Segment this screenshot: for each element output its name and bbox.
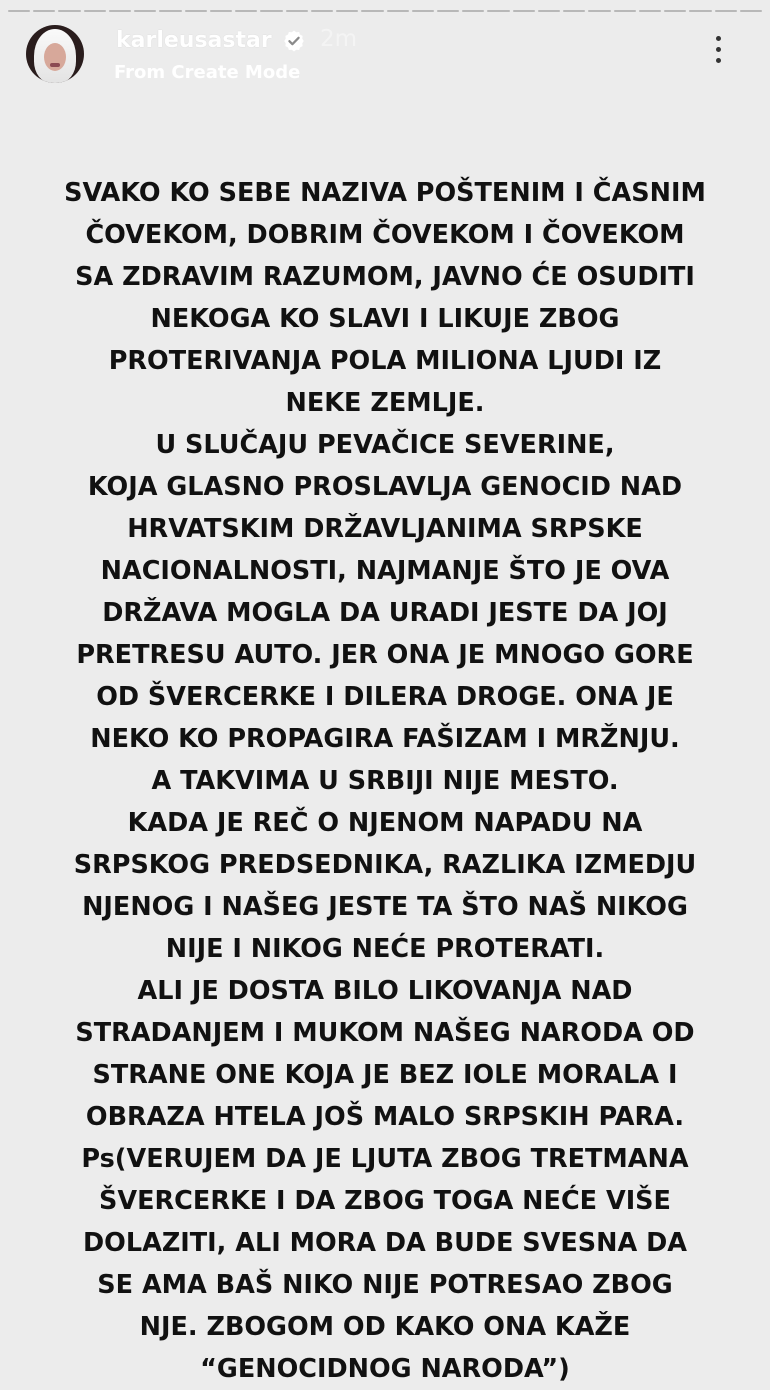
story-text-line: SVAKO KO SEBE NAZIVA POŠTENIM I ČASNIM — [64, 178, 706, 208]
progress-segment — [185, 10, 207, 12]
story-text-line: A TAKVIMA U SRBIJI NIJE MESTO. — [151, 766, 619, 796]
progress-segment — [715, 10, 737, 12]
story-text-line: KOJA GLASNO PROSLAVLJA GENOCID NAD — [87, 472, 683, 502]
story-text-line: “GENOCIDNOG NARODA”) — [200, 1354, 570, 1384]
progress-segment — [614, 10, 636, 12]
progress-segment — [260, 10, 282, 12]
progress-segment — [588, 10, 610, 12]
story-text-line: DOLAZITI, ALI MORA DA BUDE SVESNA DA — [82, 1228, 688, 1258]
progress-segment — [487, 10, 509, 12]
progress-segment — [58, 10, 80, 12]
story-text-line: ŠVERCERKE I DA ZBOG TOGA NEĆE VIŠE — [99, 1186, 671, 1216]
progress-segment — [412, 10, 434, 12]
story-text-line: Ps(VERUJEM DA JE LJUTA ZBOG TRETMANA — [81, 1144, 689, 1174]
story-text-line: U SLUČAJU PEVAČICE SEVERINE, — [155, 430, 615, 460]
story-text-line: STRADANJEM I MUKOM NAŠEG NARODA OD — [75, 1018, 695, 1048]
story-text-line: NJENOG I NAŠEG JESTE TA ŠTO NAŠ NIKOG — [82, 892, 688, 922]
progress-segment — [689, 10, 711, 12]
story-text-line: STRANE ONE KOJA JE BEZ IOLE MORALA I — [92, 1060, 678, 1090]
avatar-lips — [50, 63, 60, 67]
progress-segment — [311, 10, 333, 12]
story-text-line: SRPSKOG PREDSEDNIKA, RAZLIKA IZMEDJU — [73, 850, 697, 880]
progress-segment — [286, 10, 308, 12]
story-header — [24, 22, 746, 90]
story-text-line: HRVATSKIM DRŽAVLJANIMA SRPSKE — [127, 514, 643, 544]
avatar[interactable] — [26, 25, 84, 83]
progress-segment — [361, 10, 383, 12]
progress-segment — [134, 10, 156, 12]
story-text-line: NACIONALNOSTI, NAJMANJE ŠTO JE OVA — [100, 556, 670, 586]
more-options-button[interactable] — [708, 36, 728, 72]
progress-segment — [84, 10, 106, 12]
username-link[interactable]: karleusastar — [116, 28, 272, 53]
progress-segment — [235, 10, 257, 12]
verified-badge-icon — [282, 29, 306, 53]
story-subtitle: From Create Mode — [114, 62, 301, 83]
progress-segment — [513, 10, 535, 12]
story-text-line: ČOVEKOM, DOBRIM ČOVEKOM I ČOVEKOM — [85, 220, 685, 250]
progress-segment — [639, 10, 661, 12]
story-text-line: PROTERIVANJA POLA MILIONA LJUDI IZ — [108, 346, 662, 376]
story-text-line: NEKOGA KO SLAVI I LIKUJE ZBOG — [150, 304, 620, 334]
story-text-line: SA ZDRAVIM RAZUMOM, JAVNO ĆE OSUDITI — [75, 262, 695, 292]
more-vertical-icon — [716, 47, 721, 52]
more-vertical-icon — [716, 58, 721, 63]
progress-segment — [33, 10, 55, 12]
progress-segment — [740, 10, 762, 12]
story-text-line: SE AMA BAŠ NIKO NIJE POTRESAO ZBOG — [97, 1270, 673, 1300]
story-text-line: NJE. ZBOGOM OD KAKO ONA KAŽE — [139, 1312, 631, 1342]
progress-segment — [563, 10, 585, 12]
story-text-line: NEKO KO PROPAGIRA FAŠIZAM I MRŽNJU. — [90, 724, 680, 754]
progress-segment — [538, 10, 560, 12]
progress-segment — [462, 10, 484, 12]
progress-segment — [387, 10, 409, 12]
story-text-line: OD ŠVERCERKE I DILERA DROGE. ONA JE — [96, 682, 674, 712]
story-text-line: NIJE I NIKOG NEĆE PROTERATI. — [165, 934, 605, 964]
story-text-line: DRŽAVA MOGLA DA URADI JESTE DA JOJ — [102, 598, 668, 628]
progress-segment — [210, 10, 232, 12]
progress-segment — [437, 10, 459, 12]
story-text-line: OBRAZA HTELA JOŠ MALO SRPSKIH PARA. — [85, 1102, 685, 1132]
progress-segment — [8, 10, 30, 12]
more-vertical-icon — [716, 36, 721, 41]
story-text-line: PRETRESU AUTO. JER ONA JE MNOGO GORE — [76, 640, 694, 670]
story-progress-bar — [8, 10, 762, 12]
story-text-block — [20, 172, 750, 1390]
progress-segment — [109, 10, 131, 12]
progress-segment — [336, 10, 358, 12]
story-text-line: NEKE ZEMLJE. — [285, 388, 485, 418]
story-text-line: ALI JE DOSTA BILO LIKOVANJA NAD — [137, 976, 633, 1006]
story-text-line: KADA JE REČ O NJENOM NAPADU NA — [127, 808, 643, 838]
story-timestamp: 2m — [320, 26, 358, 52]
progress-segment — [159, 10, 181, 12]
progress-segment — [664, 10, 686, 12]
